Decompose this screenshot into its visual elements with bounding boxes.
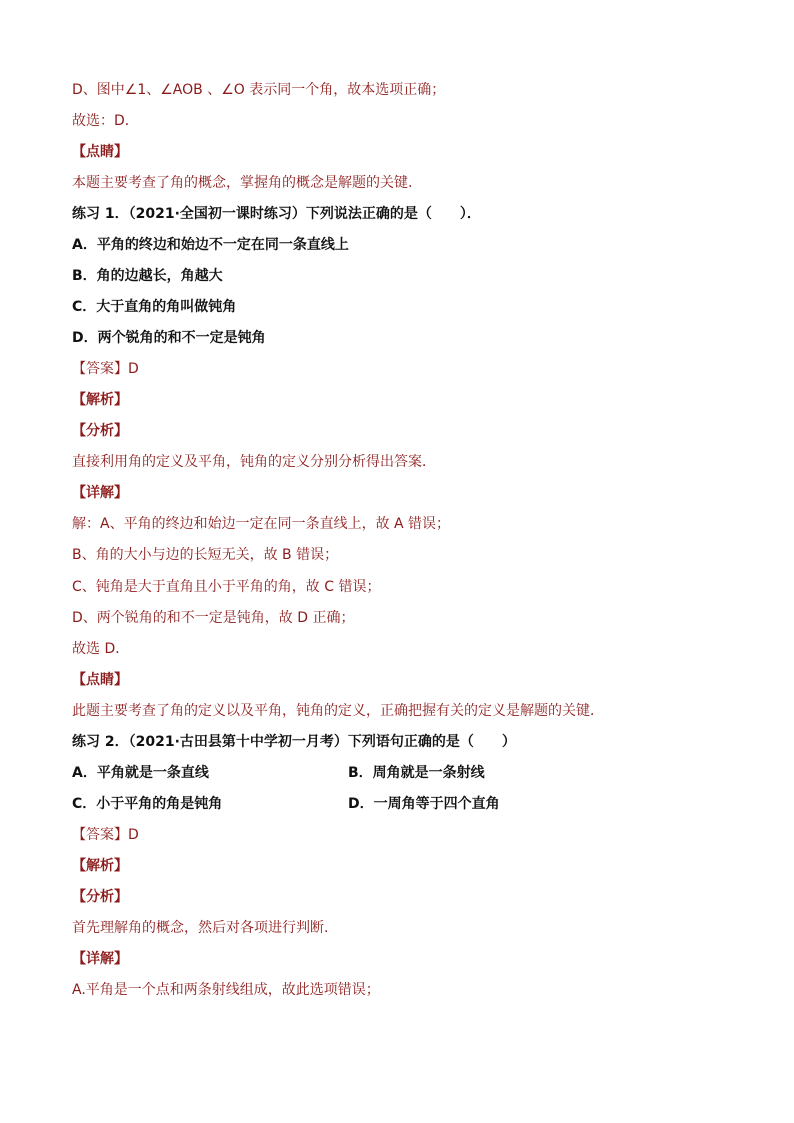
- line-dianjing-text: 本题主要考查了角的概念，掌握角的概念是解题的关键.: [72, 175, 413, 191]
- exercise-1-option-b: B．角的边越长，角越大: [72, 268, 223, 284]
- exercise-2-option-a: A．平角就是一条直线: [72, 765, 209, 781]
- line-d-option-analysis: D、图中∠1、∠AOB 、∠O 表示同一个角，故本选项正确；: [72, 82, 446, 98]
- exercise-2-answer: 【答案】D: [72, 827, 139, 843]
- exercise-2-option-c: C．小于平角的角是钝角: [72, 796, 223, 812]
- exercise-2-title: 练习 2．（2021·古田县第十中学初一月考）下列语句正确的是（ ）: [72, 734, 516, 750]
- line-detail-a: 解：A、平角的终边和始边一定在同一条直线上，故 A 错误；: [72, 516, 451, 532]
- line-choose-d: 故选 D．: [72, 641, 130, 657]
- heading-fenxi-2: 【分析】: [72, 889, 128, 905]
- line-fenxi-text: 直接利用角的定义及平角，钝角的定义分别分析得出答案．: [72, 454, 436, 470]
- line-detail-c: C、钝角是大于直角且小于平角的角，故 C 错误；: [72, 579, 381, 595]
- heading-jiexi-2: 【解析】: [72, 858, 128, 874]
- line-detail-a-2: A.平角是一个点和两条射线组成，故此选项错误；: [72, 982, 380, 998]
- heading-fenxi: 【分析】: [72, 423, 128, 439]
- line-dianjing-text-2: 此题主要考查了角的定义以及平角，钝角的定义，正确把握有关的定义是解题的关键．: [72, 703, 604, 719]
- exercise-2-option-d: D．一周角等于四个直角: [348, 796, 500, 812]
- line-fenxi-text-2: 首先理解角的概念，然后对各项进行判断.: [72, 920, 329, 936]
- line-detail-b: B、角的大小与边的长短无关，故 B 错误；: [72, 547, 339, 563]
- exercise-2-option-b: B．周角就是一条射线: [348, 765, 485, 781]
- exercise-1-option-c: C．大于直角的角叫做钝角: [72, 299, 237, 315]
- exercise-1-title: 练习 1．（2021·全国初一课时练习）下列说法正确的是（ ）．: [72, 206, 481, 222]
- exercise-1-option-a: A．平角的终边和始边不一定在同一条直线上: [72, 237, 349, 253]
- heading-jiexi: 【解析】: [72, 392, 128, 408]
- exercise-1-answer: 【答案】D: [72, 361, 139, 377]
- line-detail-d: D、两个锐角的和不一定是钝角，故 D 正确；: [72, 610, 355, 626]
- heading-xiangjie-2: 【详解】: [72, 951, 128, 967]
- heading-dianjing-2: 【点睛】: [72, 672, 128, 688]
- heading-xiangjie: 【详解】: [72, 485, 128, 501]
- line-answer-choice: 故选：D．: [72, 113, 139, 129]
- exercise-1-option-d: D．两个锐角的和不一定是钝角: [72, 330, 266, 346]
- heading-dianjing: 【点睛】: [72, 144, 128, 160]
